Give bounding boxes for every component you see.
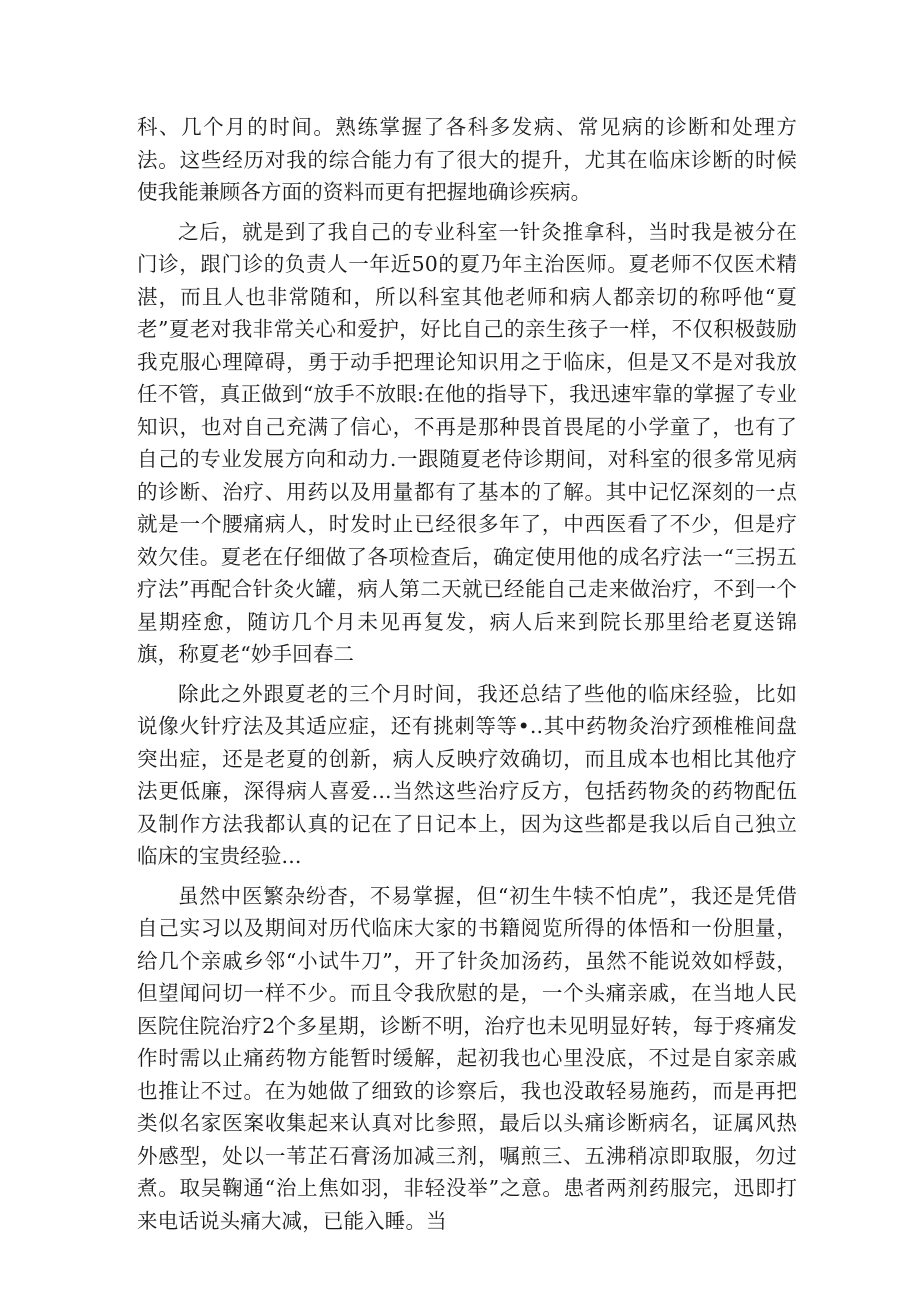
paragraph-4: 虽然中医繁杂纷杳，不易掌握，但“初生牛犊不怕虎”，我还是凭借自己实习以及期间对历代临床大家的书籍阅览所得的体悟和一份胆量，给几个亲戚乡邻“小试牛刀”，开了针灸加汤药，虽然不能说效如桴鼓，但望闻问切一样不少。而且令我欣慰的是，一个头痛亲戚，在当地人民医院住院治疗2个多星期，诊断不明，治疗也未见明显好转，每于疼痛发作时需以止痛药物方能暂时缓解，起初我也心里没底，不过是自家亲戚也推让不过。在为她做了细致的诊察后，我也没敢轻易施药，而是再把类似名家医案收集起来认真对比参照，最后以头痛诊断病名，证属风热外感型，处以一苇芷石膏汤加减三剂，嘱煎三、五沸稍凉即取服，勿过煮。取吴鞠通“治上焦如羽，非轻没举”之意。患者两剂药服完，迅即打来电话说头痛大减，已能入睡。当 — [137, 883, 797, 1233]
paragraph-3: 除此之外跟夏老的三个月时间，我还总结了些他的临床经验，比如说像火针疗法及其适应症，还有挑刺等等•..其中药物灸治疗颈椎椎间盘突出症，还是老夏的创新，病人反映疗效确切，而且成本也相比其他疗法更低廉，深得病人喜爱...当然这些治疗反方，包括药物灸的药物配伍及制作方法我都认真的记在了日记本上，因为这些都是我以后自己独立临床的宝贵经验... — [137, 681, 797, 868]
paragraph-2: 之后，就是到了我自己的专业科室一针灸推拿科，当时我是被分在门诊，跟门诊的负责人一年近50的夏乃年主治医师。夏老师不仅医术精湛，而且人也非常随和，所以科室其他老师和病人都亲切的称呼他“夏老”夏老对我非常关心和爱护，好比自己的亲生孩子一样，不仅积极鼓励我克服心理障碍，勇于动手把理论知识用之于临床，但是又不是对我放任不管，真正做到“放手不放眼:在他的指导下，我迅速牢靠的掌握了专业知识，也对自己充满了信心，不再是那种畏首畏尾的小学童了，也有了自己的专业发展方向和动力.一跟随夏老侍诊期间，对科室的很多常见病的诊断、治疗、用药以及用量都有了基本的了解。其中记忆深刻的一点就是一个腰痛病人，时发时止已经很多年了，中西医看了不少，但是疗效欠佳。夏老在仔细做了各项检查后，确定使用他的成名疗法一“三拐五疗法”再配合针灸火罐，病人第二天就已经能自己走来做治疗，不到一个星期痊愈，随访几个月未见再复发，病人后来到院长那里给老夏送锦旗，称夏老“妙手回春二 — [137, 219, 797, 666]
paragraph-1: 科、几个月的时间。熟练掌握了各科多发病、常见病的诊断和处理方法。这些经历对我的综合能力有了很大的提升，尤其在临床诊断的时候使我能兼顾各方面的资料而更有把握地确诊疾病。 — [137, 115, 797, 204]
document-body — [137, 111, 797, 1244]
